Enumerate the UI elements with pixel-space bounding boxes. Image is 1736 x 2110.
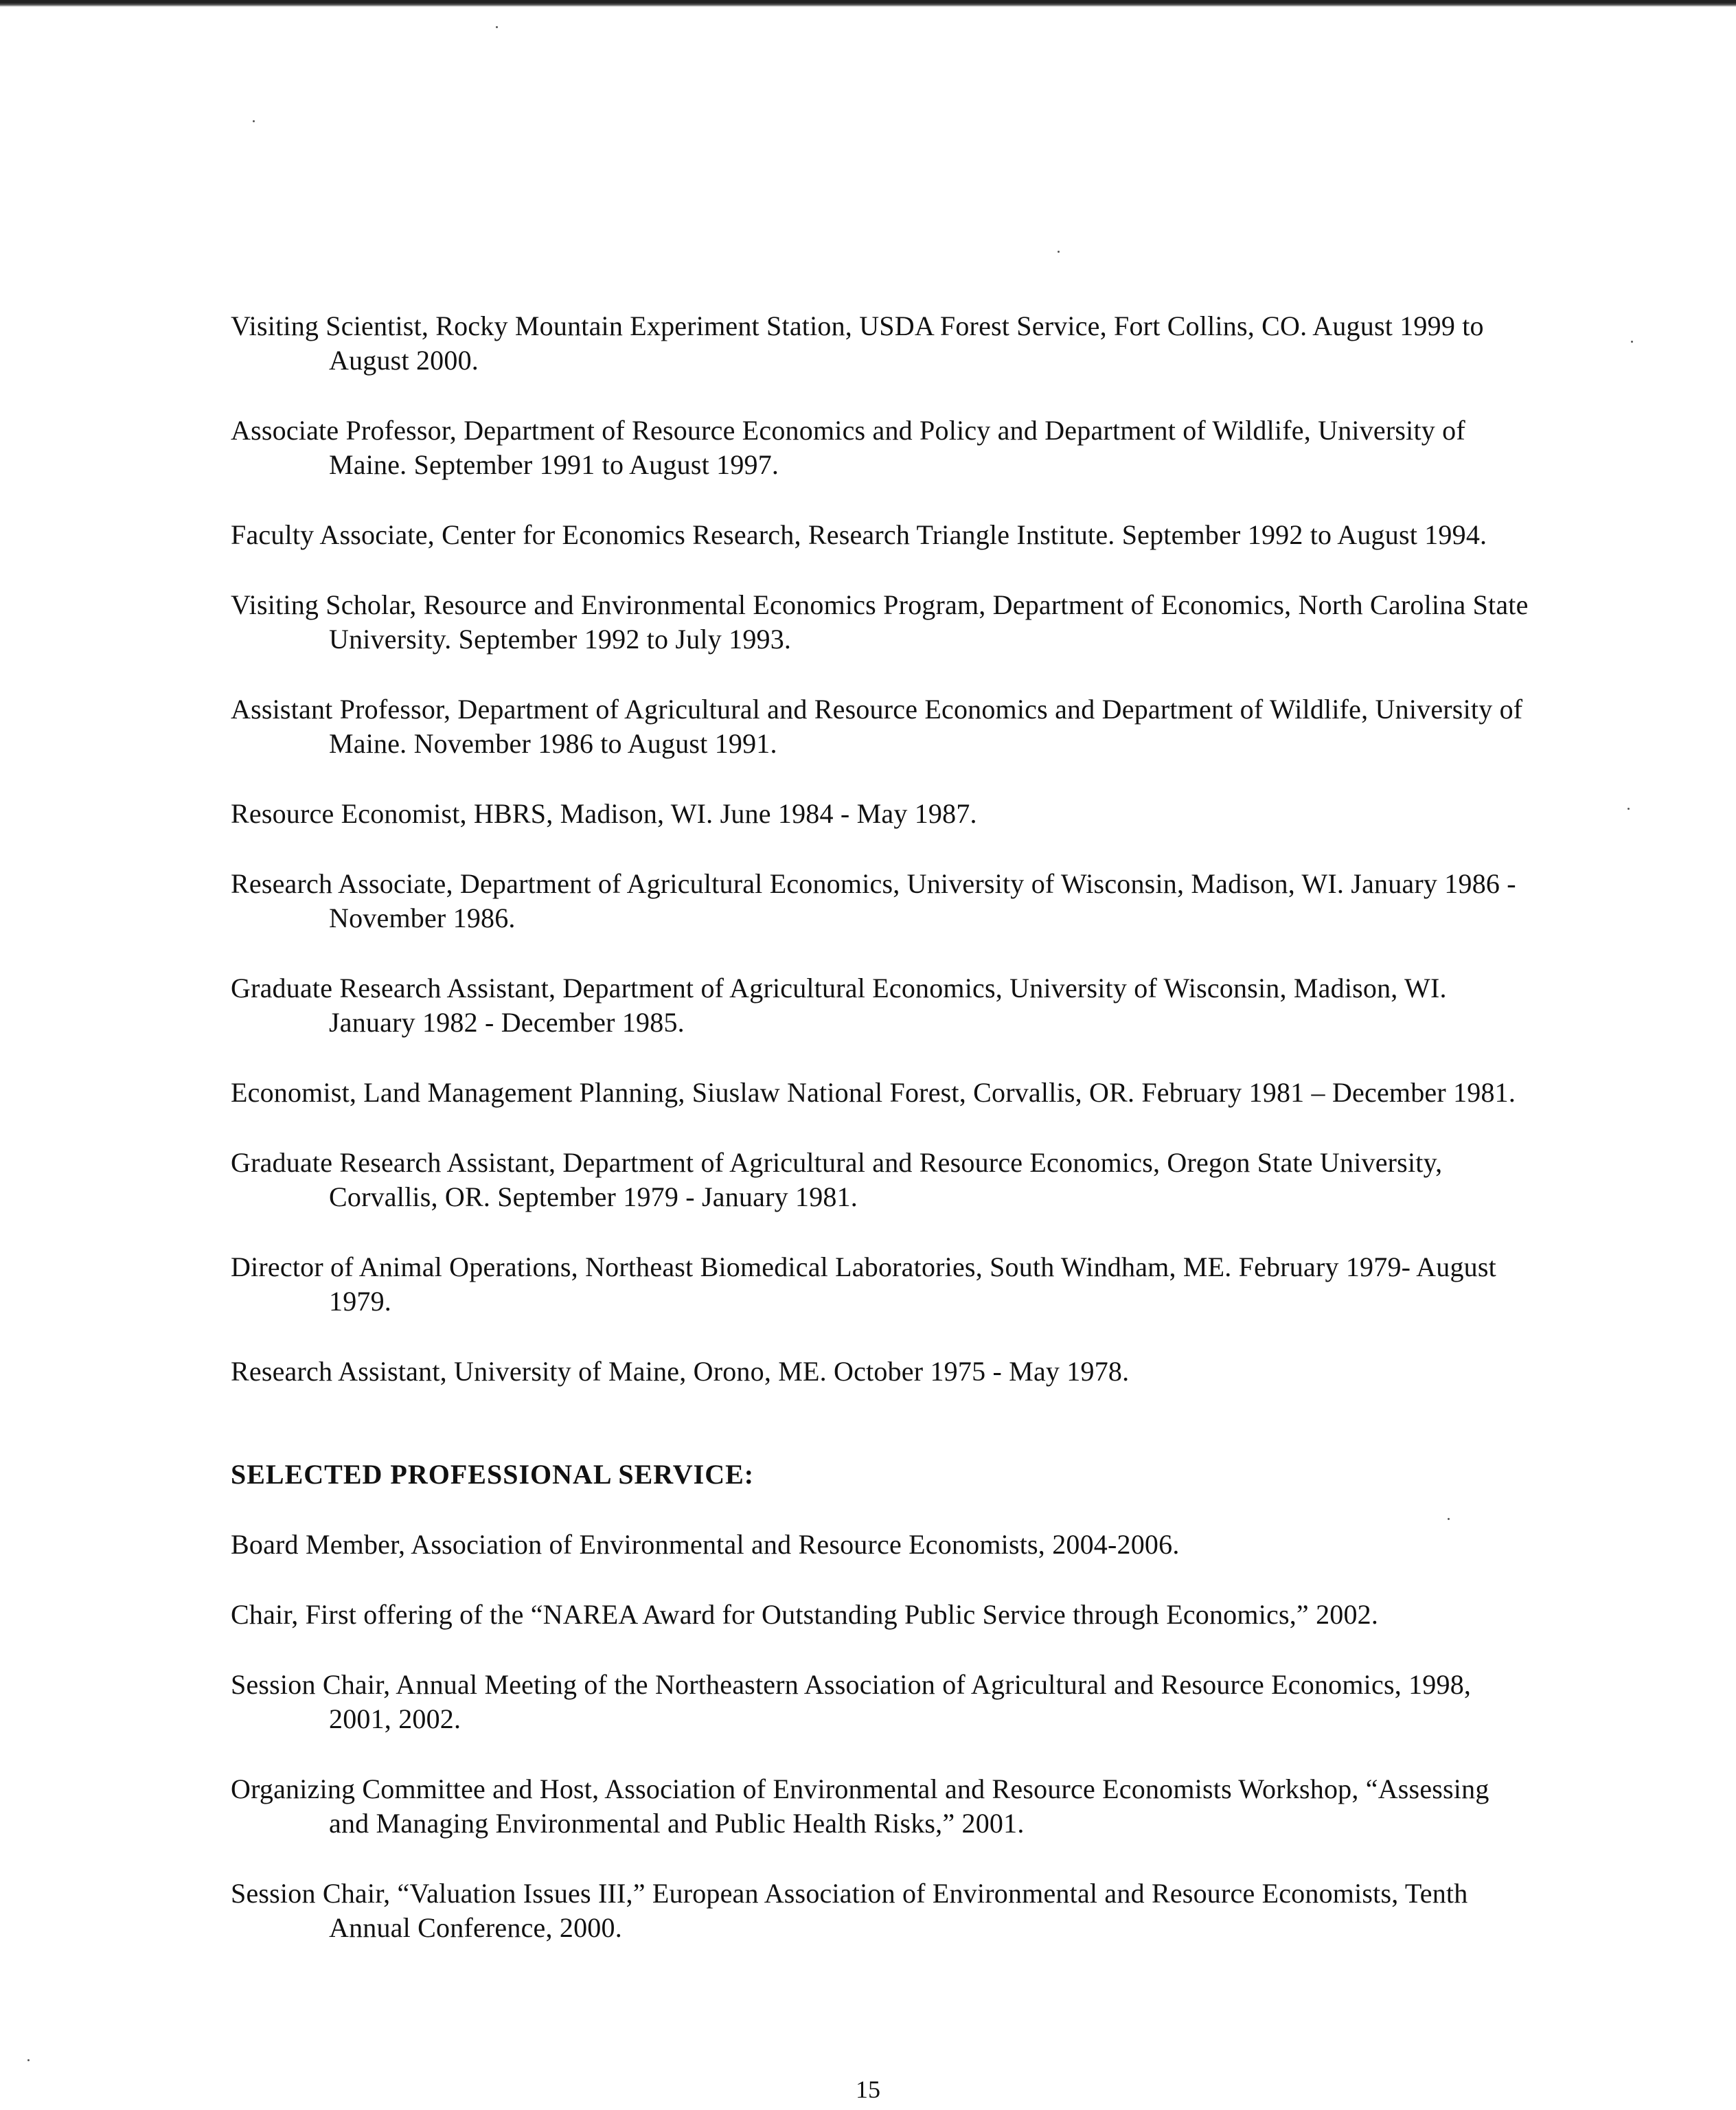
service-entry: Session Chair, Annual Meeting of the Northeastern Association of Agricultural and Resource Economics, 1998, 2001, 2002. — [231, 1669, 1472, 1734]
scan-speck — [496, 26, 498, 28]
document-body — [231, 309, 1535, 1981]
service-entry: Session Chair, “Valuation Issues III,” European Association of Environmental and Resource Economists, Tenth Annual Conference, 2000. — [231, 1878, 1468, 1943]
position-entry: Research Assistant, University of Maine, Orono, ME. October 1975 - May 1978. — [231, 1356, 1130, 1387]
position-entry: Faculty Associate, Center for Economics Research, Research Triangle Institute. September 1992 to August 1994. — [231, 519, 1487, 550]
position-entry: Visiting Scientist, Rocky Mountain Experiment Station, USDA Forest Service, Fort Collins, CO. August 1999 to August 2000. — [231, 310, 1484, 376]
service-entry: Organizing Committee and Host, Association of Environmental and Resource Economists Workshop, “Assessing and Managing Environmental and Public Health Risks,” 2001. — [231, 1773, 1489, 1839]
positions-list — [231, 309, 1535, 1389]
position-entry: Graduate Research Assistant, Department of Agricultural Economics, University of Wisconsin, Madison, WI. January 1982 - December 1985. — [231, 973, 1447, 1038]
position-entry: Visiting Scholar, Resource and Environmental Economics Program, Department of Economics, North Carolina State University. September 1992 to July 1993. — [231, 589, 1529, 655]
scan-speck — [1631, 341, 1633, 343]
position-entry: Director of Animal Operations, Northeast Biomedical Laboratories, South Windham, ME. February 1979- August 1979. — [231, 1251, 1496, 1317]
position-entry: Graduate Research Assistant, Department of Agricultural and Resource Economics, Oregon State University, Corvallis, OR. September 1979 - January 1981. — [231, 1147, 1443, 1212]
position-entry: Assistant Professor, Department of Agricultural and Resource Economics and Department of Wildlife, University of Maine. November 1986 to August 1991. — [231, 694, 1523, 759]
service-entry: Board Member, Association of Environmental and Resource Economists, 2004-2006. — [231, 1529, 1180, 1560]
service-section-heading: SELECTED PROFESSIONAL SERVICE: — [231, 1459, 755, 1490]
position-entry: Economist, Land Management Planning, Siuslaw National Forest, Corvallis, OR. February 1981 – December 1981. — [231, 1077, 1516, 1108]
scan-speck — [253, 120, 255, 122]
service-entry: Chair, First offering of the “NAREA Award for Outstanding Public Service through Economics,” 2002. — [231, 1599, 1379, 1630]
scan-speck — [1058, 251, 1060, 253]
scan-speck — [27, 2059, 30, 2061]
scan-speck — [1628, 808, 1630, 810]
service-list — [231, 1528, 1535, 1945]
position-entry: Resource Economist, HBRS, Madison, WI. June 1984 - May 1987. — [231, 798, 977, 829]
top-scan-edge — [0, 0, 1736, 7]
page-number: 15 — [856, 2076, 880, 2103]
position-entry: Research Associate, Department of Agricultural Economics, University of Wisconsin, Madison, WI. January 1986 - November 1986. — [231, 868, 1516, 933]
position-entry: Associate Professor, Department of Resource Economics and Policy and Department of Wildlife, University of Maine. September 1991 to August 1997. — [231, 415, 1465, 480]
